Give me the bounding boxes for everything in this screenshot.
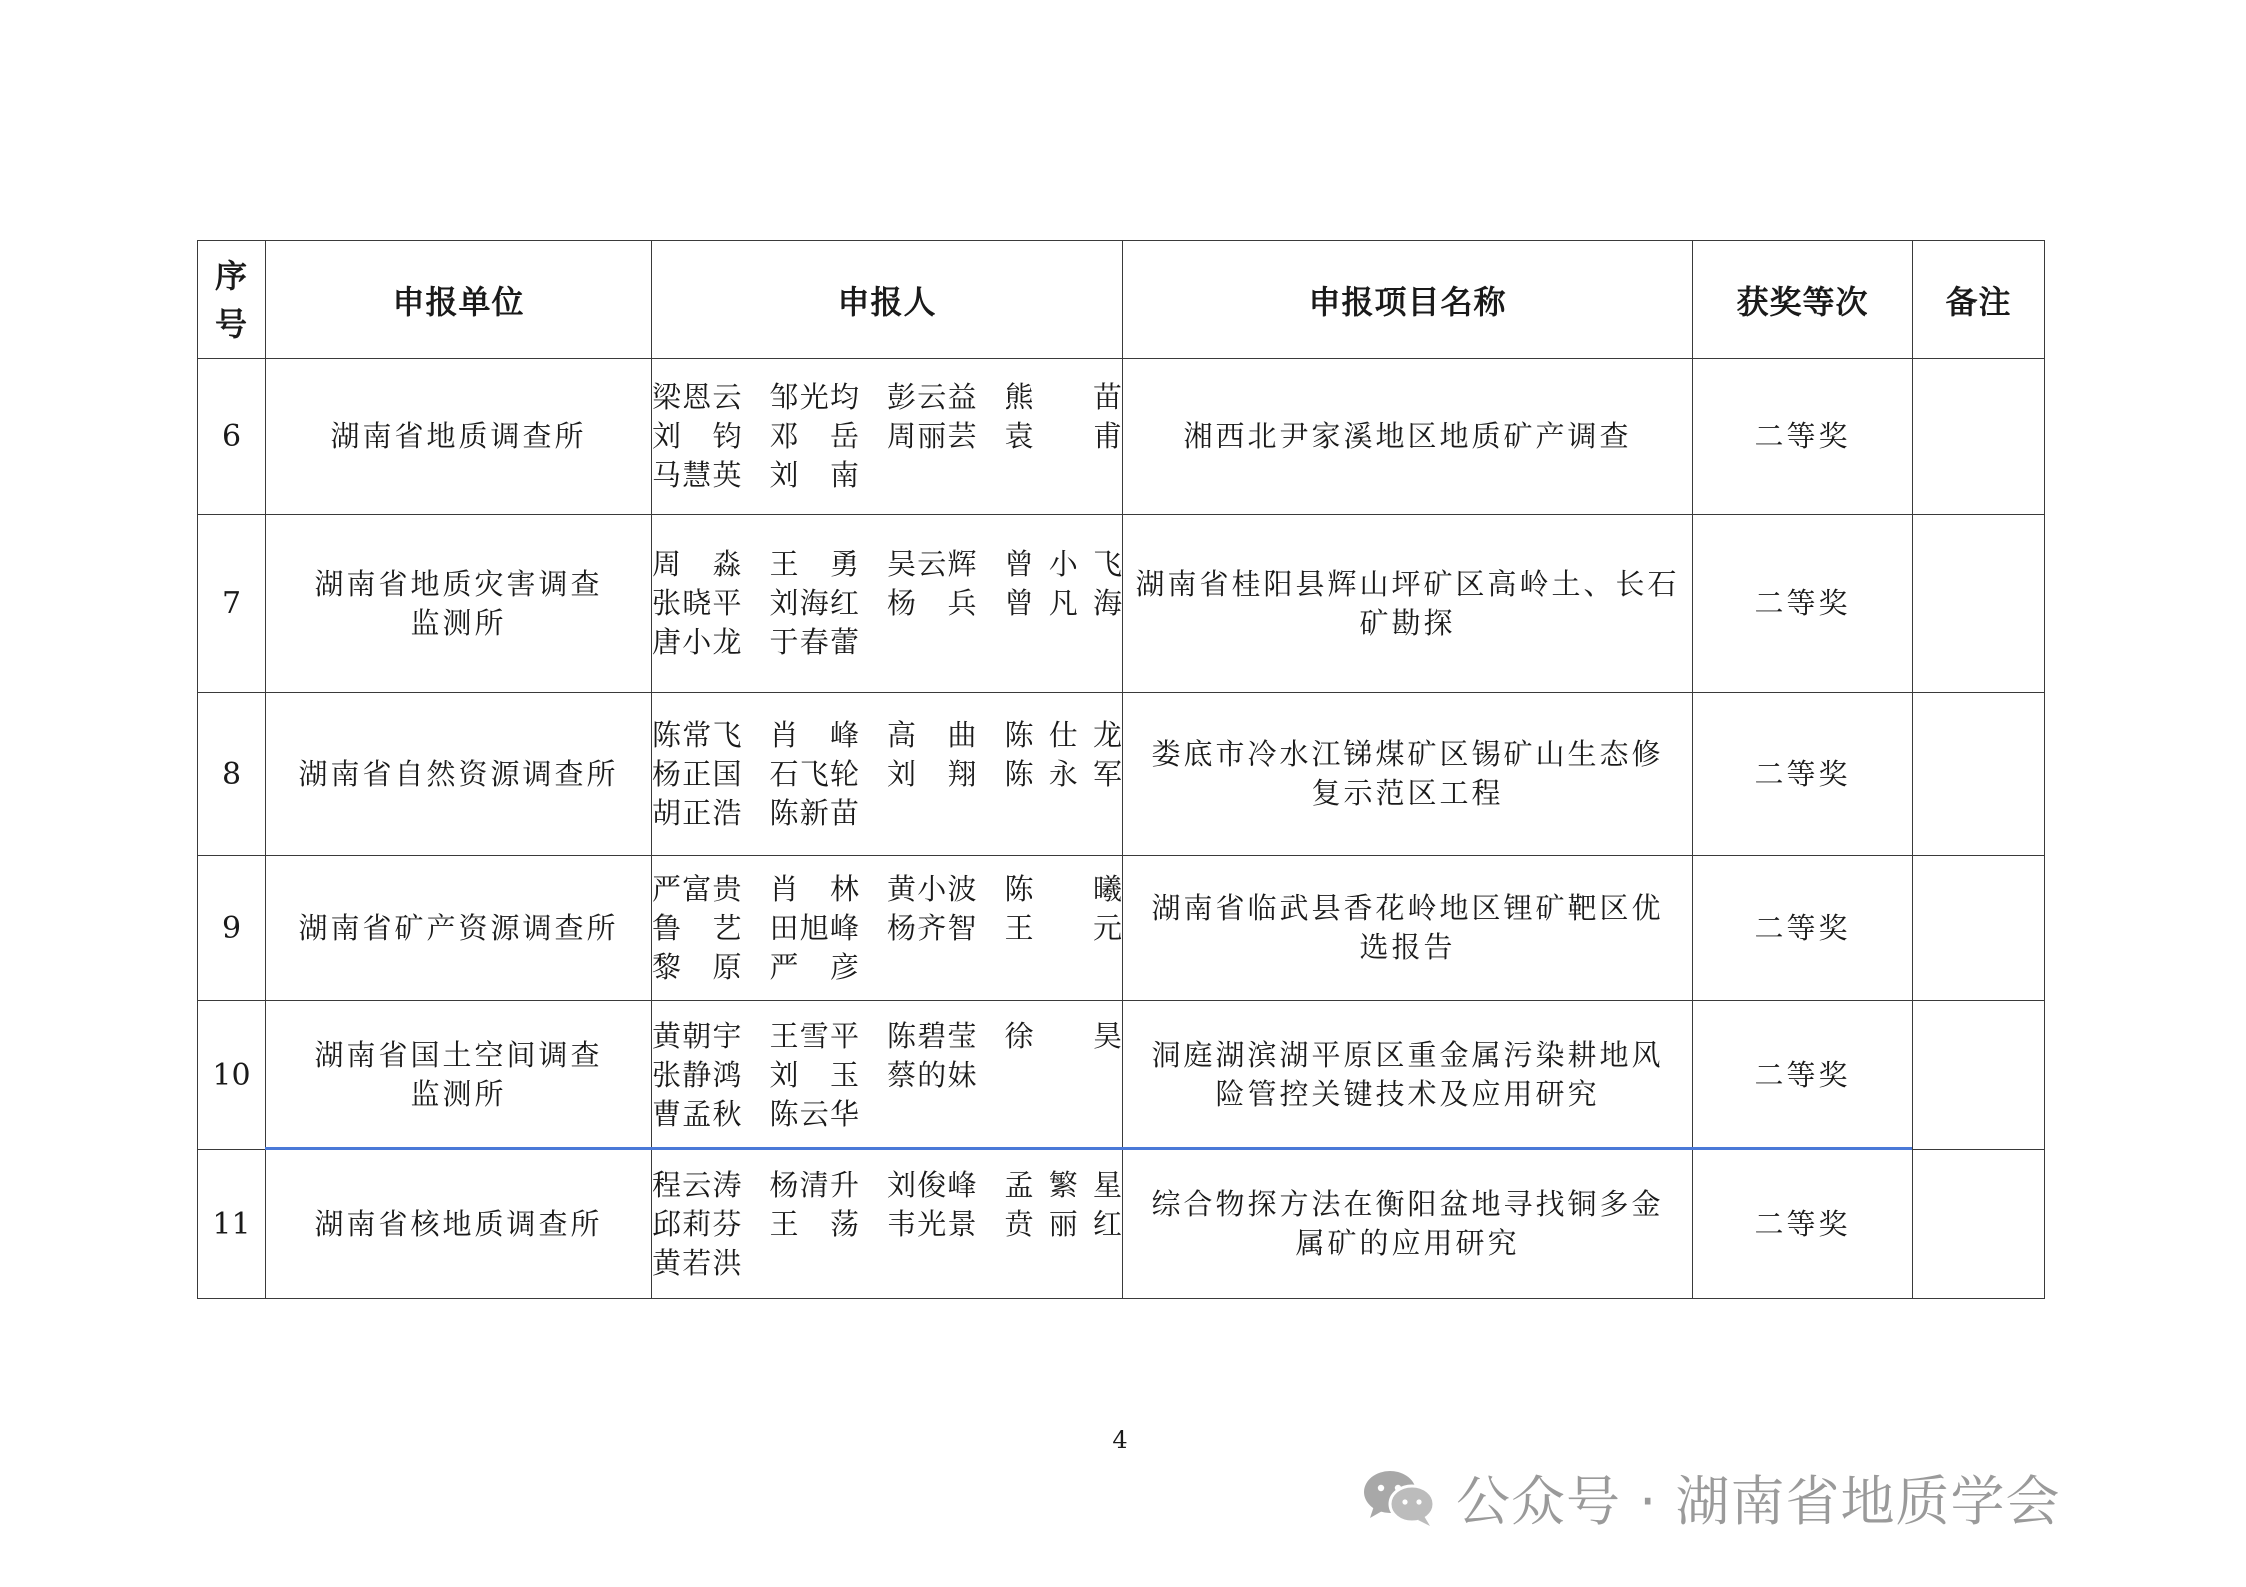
awards-table — [197, 240, 2045, 1299]
person-name: 王 勇 — [769, 547, 859, 581]
person-name: 杨 兵 — [887, 586, 977, 620]
person-name — [887, 623, 1005, 662]
person-name: 刘 钧 — [652, 419, 742, 453]
person-name: 鲁 艺 — [652, 910, 742, 945]
people-line — [652, 417, 1122, 456]
person-name: 邓 岳 — [769, 419, 859, 453]
people-line — [652, 545, 1122, 584]
person-name: 陈常飞 — [652, 717, 742, 752]
person-name: 袁 甫 — [1004, 419, 1122, 453]
person-name: 黎 原 — [652, 949, 742, 984]
person-name — [1005, 1056, 1123, 1095]
unit-line: 湖南省地质灾害调查 — [314, 566, 603, 601]
table-row — [198, 1150, 2045, 1299]
header-project: 申报项目名称 — [1123, 241, 1693, 359]
person-name: 田旭峰 — [769, 910, 859, 945]
note-cell — [1913, 1150, 2045, 1299]
note-cell — [1913, 693, 2045, 856]
page-number: 4 — [1112, 1426, 1128, 1454]
person-name — [887, 456, 1005, 495]
project-cell — [1123, 515, 1693, 693]
award-cell: 二等奖 — [1693, 515, 1913, 693]
seq-cell: 9 — [198, 856, 266, 1001]
project-line: 复示范区工程 — [1311, 776, 1504, 810]
project-line: 湖南省临武县香花岭地区锂矿靶区优 — [1151, 891, 1664, 925]
unit-cell — [266, 1001, 652, 1150]
watermark — [1360, 1462, 2061, 1532]
people-line — [652, 623, 1122, 662]
unit-line: 湖南省矿产资源调查所 — [298, 910, 619, 945]
project-cell — [1123, 1150, 1693, 1299]
project-line: 矿勘探 — [1359, 605, 1456, 640]
award-cell: 二等奖 — [1693, 693, 1913, 856]
table-row — [198, 359, 2045, 515]
person-name: 陈云华 — [769, 1096, 859, 1131]
person-name: 于春蕾 — [769, 625, 859, 659]
project-line: 湘西北尹家溪地区地质矿产调查 — [1183, 419, 1632, 453]
person-name: 高 曲 — [887, 717, 977, 752]
seq-cell: 8 — [198, 693, 266, 856]
people-line — [652, 948, 1122, 987]
person-name — [1005, 1244, 1123, 1283]
person-name — [887, 1244, 1005, 1283]
wechat-icon — [1360, 1466, 1438, 1528]
person-name: 周 淼 — [652, 547, 742, 581]
people-line — [652, 1017, 1122, 1056]
header-note: 备注 — [1913, 241, 2045, 359]
person-name: 陈仕龙 — [1004, 717, 1122, 752]
person-name: 杨清升 — [769, 1167, 859, 1202]
people-line — [652, 456, 1122, 495]
note-cell — [1913, 856, 2045, 1001]
person-name: 刘海红 — [769, 586, 859, 620]
person-name: 曾凡海 — [1004, 586, 1122, 620]
person-name: 程云涛 — [652, 1167, 742, 1202]
people-cell — [652, 856, 1123, 1001]
people-line — [652, 794, 1122, 833]
person-name: 严 彦 — [769, 949, 859, 984]
person-name — [887, 794, 1005, 833]
person-name: 陈 曦 — [1004, 871, 1122, 906]
person-name: 刘俊峰 — [887, 1167, 977, 1202]
person-name: 邹光均 — [769, 380, 859, 414]
note-cell — [1913, 359, 2045, 515]
person-name: 周丽芸 — [887, 419, 977, 453]
people-line — [652, 1244, 1122, 1283]
project-line: 选报告 — [1359, 930, 1456, 964]
award-cell: 二等奖 — [1693, 359, 1913, 515]
award-cell: 二等奖 — [1693, 1150, 1913, 1299]
person-name: 严富贵 — [652, 871, 742, 906]
people-cell — [652, 693, 1123, 856]
person-name: 陈新苗 — [769, 795, 859, 830]
people-line — [652, 1205, 1122, 1244]
person-name: 熊 苗 — [1004, 380, 1122, 414]
people-line — [652, 716, 1122, 755]
unit-cell — [266, 359, 652, 515]
person-name — [887, 1095, 1005, 1134]
header-seq: 序 号 — [198, 241, 266, 359]
person-name: 黄若洪 — [652, 1245, 742, 1280]
person-name: 王 元 — [1004, 910, 1122, 945]
people-line — [652, 1166, 1122, 1205]
person-name: 胡正浩 — [652, 795, 742, 830]
person-name: 韦光景 — [887, 1206, 977, 1241]
person-name: 王雪平 — [769, 1018, 859, 1053]
people-cell — [652, 1150, 1123, 1299]
note-cell — [1913, 515, 2045, 693]
person-name: 邱莉芬 — [652, 1206, 742, 1241]
person-name: 陈碧莹 — [887, 1018, 977, 1053]
person-name — [887, 948, 1005, 987]
person-name: 杨齐智 — [887, 910, 977, 945]
person-name — [1005, 456, 1123, 495]
unit-line: 监测所 — [410, 1077, 507, 1111]
people-line — [652, 1056, 1122, 1095]
person-name: 陈永军 — [1004, 756, 1122, 791]
person-name: 唐小龙 — [652, 625, 742, 659]
person-name — [1005, 1095, 1123, 1134]
unit-line: 湖南省国土空间调查 — [314, 1038, 603, 1072]
person-name: 蔡的妹 — [887, 1057, 977, 1092]
table-row — [198, 515, 2045, 693]
project-cell — [1123, 1001, 1693, 1150]
unit-cell — [266, 1150, 652, 1299]
person-name: 黄小波 — [887, 871, 977, 906]
person-name: 马慧英 — [652, 458, 742, 492]
people-cell — [652, 515, 1123, 693]
project-line: 险管控关键技术及应用研究 — [1215, 1077, 1600, 1111]
award-cell: 二等奖 — [1693, 1001, 1913, 1150]
seq-cell: 6 — [198, 359, 266, 515]
person-name: 张晓平 — [652, 586, 742, 620]
person-name: 石飞轮 — [769, 756, 859, 791]
seq-cell: 10 — [198, 1001, 266, 1150]
project-line: 湖南省桂阳县辉山坪矿区高岭土、长石 — [1135, 566, 1680, 601]
person-name: 张静鸿 — [652, 1057, 742, 1092]
person-name: 彭云益 — [887, 380, 977, 414]
person-name: 王 荡 — [769, 1206, 859, 1241]
header-award: 获奖等次 — [1693, 241, 1913, 359]
project-cell — [1123, 693, 1693, 856]
person-name — [1005, 794, 1123, 833]
seq-cell: 7 — [198, 515, 266, 693]
table-row — [198, 856, 2045, 1001]
project-cell — [1123, 856, 1693, 1001]
person-name — [770, 1244, 888, 1283]
people-cell — [652, 1001, 1123, 1150]
header-people: 申报人 — [652, 241, 1123, 359]
people-line — [652, 909, 1122, 948]
note-cell — [1913, 1001, 2045, 1150]
unit-cell — [266, 856, 652, 1001]
person-name: 曾小飞 — [1004, 547, 1122, 581]
person-name: 黄朝宇 — [652, 1018, 742, 1053]
unit-line: 湖南省自然资源调查所 — [298, 756, 619, 791]
person-name: 徐 昊 — [1004, 1018, 1122, 1053]
project-cell — [1123, 359, 1693, 515]
person-name: 吴云辉 — [887, 547, 977, 581]
table-row — [198, 693, 2045, 856]
watermark-text: 公众号 · 湖南省地质学会 — [1456, 1469, 2061, 1533]
header-unit: 申报单位 — [266, 241, 652, 359]
person-name: 肖 林 — [769, 871, 859, 906]
unit-cell — [266, 693, 652, 856]
person-name: 刘 翔 — [887, 756, 977, 791]
person-name: 肖 峰 — [769, 717, 859, 752]
project-line: 综合物探方法在衡阳盆地寻找铜多金 — [1151, 1187, 1664, 1221]
unit-line: 湖南省核地质调查所 — [314, 1206, 603, 1241]
table-header-row — [198, 241, 2045, 359]
person-name: 贲丽红 — [1004, 1206, 1122, 1241]
table-row — [198, 1001, 2045, 1150]
award-cell: 二等奖 — [1693, 856, 1913, 1001]
selection-line — [265, 1147, 1912, 1150]
person-name: 孟繁星 — [1004, 1167, 1122, 1202]
people-line — [652, 755, 1122, 794]
project-line: 娄底市冷水江锑煤矿区锡矿山生态修 — [1151, 737, 1664, 771]
unit-line: 湖南省地质调查所 — [330, 419, 587, 453]
person-name — [1005, 948, 1123, 987]
people-cell — [652, 359, 1123, 515]
unit-cell — [266, 515, 652, 693]
project-line: 洞庭湖滨湖平原区重金属污染耕地风 — [1151, 1038, 1664, 1072]
person-name — [1005, 623, 1123, 662]
people-line — [652, 870, 1122, 909]
seq-cell: 11 — [198, 1150, 266, 1299]
person-name: 刘 南 — [769, 458, 859, 492]
person-name: 曹孟秋 — [652, 1096, 742, 1131]
person-name: 梁恩云 — [652, 380, 742, 414]
people-line — [652, 584, 1122, 623]
people-line — [652, 378, 1122, 417]
people-line — [652, 1095, 1122, 1134]
unit-line: 监测所 — [410, 605, 507, 640]
project-line: 属矿的应用研究 — [1295, 1226, 1520, 1260]
person-name: 刘 玉 — [769, 1057, 859, 1092]
person-name: 杨正国 — [652, 756, 742, 791]
